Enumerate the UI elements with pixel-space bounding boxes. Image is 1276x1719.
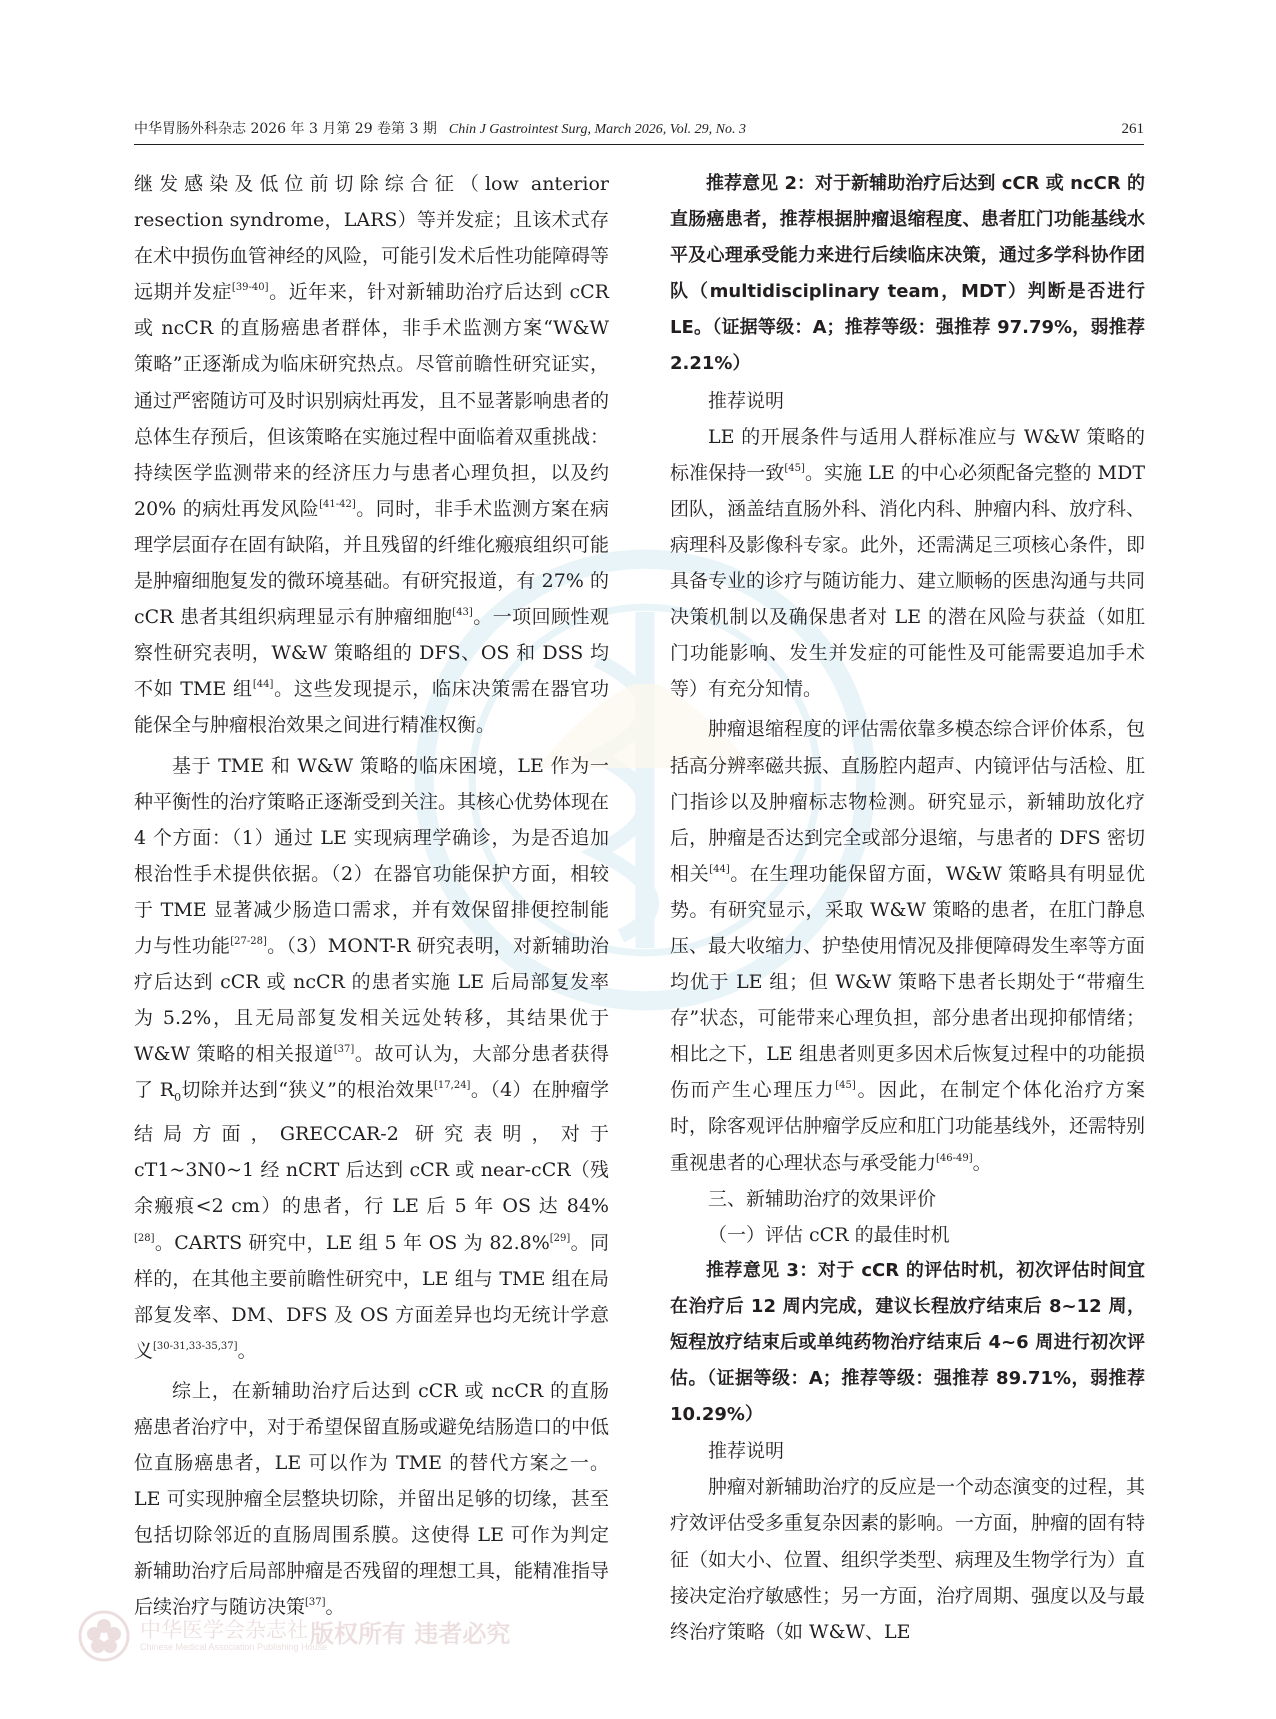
journal-name-en: Chin J Gastrointest Surg, March 2026, Vol. 29, No. 3: [448, 122, 746, 137]
journal-name-cn: 中华胃肠外科杂志 2026 年 3 月第 29 卷第 3 期: [134, 121, 437, 137]
citation-ref: [17,24]: [434, 1080, 471, 1092]
paragraph: 肿瘤退缩程度的评估需依靠多模态综合评价体系，包括高分辨率磁共振、直肠腔内超声、内镜评估与活检、肛门指诊以及肿瘤标志物检测。研究显示，新辅助放化疗后，肿瘤是否达到完全或部分退缩，与患者的 DFS 密切相关[44]。在生理功能保留方面，W&W 策略具有明显优势。有研究显示，采取 W&W 策略的患者，在肛门静息压、最大收缩力、护垫使用情况及排便障碍发生率等方面均优于 LE 组；但 W&W 策略下患者长期处于“带瘤生存”状态，可能带来心理负担，部分患者出现抑郁情绪；相比之下，LE 组患者则更多因术后恢复过程中的功能损伤而产生心理压力[45]。因此，在制定个体化治疗方案时，除客观评估肿瘤学反应和肛门功能基线外，还需特别重视患者的心理状态与承受能力[46-49]。: [670, 718, 1146, 1174]
recommendation-3: 推荐意见 3：对于 cCR 的评估时机，初次评估时间宜在治疗后 12 周内完成，建议长程放疗结束后 8~12 周，短程放疗结束后或单纯药物治疗结束后 4~6 周进行初次评估。（证据等级：A；推荐等级：强推荐 89.71%，弱推荐 10.29%）: [670, 1259, 1145, 1426]
paragraph: 基于 TME 和 W&W 策略的临床困境，LE 作为一种平衡性的治疗策略正逐渐受到关注。其核心优势体现在 4 个方面：（1）通过 LE 实现病理学确诊，为是否追加根治性手术提供依据。（2）在器官功能保护方面，相较于 TME 显著减少肠造口需求，并有效保留排便控制能力与性功能[27-28]。（3）MONT-R 研究表明，对新辅助治疗后达到 cCR 或 ncCR 的患者实施 LE 后局部复发率为 5.2%，且无局部复发相关远处转移，其结果优于 W&W 策略的相关报道[37]。故可认为，大部分患者获得了 $R_0$切除并达到“狭义”的根治效果[17,24]。（4）在肿瘤学结局方面，GRECCAR-2 研究表明，对于 cT1~3N0~1 经 nCRT 后达到 cCR 或 near-cCR（残余瘢痕<2 cm）的患者，行 LE 后 5 年 OS 达 84%[28]。CARTS 研究中，LE 组 5 年 OS 为 82.8%[29]。同样的，在其他主要前瞻性研究中，LE 组与 TME 组在局部复发率、DM、DFS 及 OS 方面差异也均无统计学意义[30-31,33-35,37]。: [134, 754, 610, 1362]
citation-ref: [27-28]: [230, 935, 267, 947]
citation-ref: [37]: [333, 1044, 355, 1056]
citation-ref: [28]: [134, 1232, 155, 1244]
section-heading: 三、新辅助治疗的效果评价: [708, 1187, 937, 1210]
paragraph: LE 的开展条件与适用人群标准应与 W&W 策略的标准保持一致[45]。实施 LE 的中心必须配备完整的 MDT 团队，涵盖结直肠外科、消化内科、肿瘤内科、放疗科、病理科及影像科专家。此外，还需满足三项核心条件，即具备专业的诊疗与随访能力、建立顺畅的医患沟通与共同决策机制以及确保患者对 LE 的潜在风险与获益（如肛门功能影响、发生并发症的可能性及可能需要追加手术等）有充分知情。: [670, 425, 1146, 701]
citation-ref: [44]: [709, 863, 730, 875]
right-column: [670, 166, 1145, 1650]
citation-ref: [43]: [452, 607, 473, 619]
journal-citation: [134, 118, 746, 138]
explanation-label: 推荐说明: [708, 1440, 785, 1463]
citation-ref: [46-49]: [936, 1152, 973, 1164]
citation-ref: [30-31,33-35,37]: [153, 1340, 238, 1352]
publisher-name-en: Chinese Medical Association Publishing House: [140, 1642, 328, 1652]
paragraph: 继发感染及低位前切除综合征（low anterior resection syndrome，LARS）等并发症；且该术式存在术中损伤血管神经的风险，可能引发术后性功能障碍等远期并发症[39-40]。近年来，针对新辅助治疗后达到 cCR 或 ncCR 的直肠癌患者群体，非手术监测方案“W&W 策略”正逐渐成为临床研究热点。尽管前瞻性研究证实，通过严密随访可及时识别病灶再发，且不显著影响患者的总体生存预后，但该策略在实施过程中面临着双重挑战：持续医学监测带来的经济压力与患者心理负担，以及约 20% 的病灶再发风险[41-42]。同时，非手术监测方案在病理学层面存在固有缺陷，并且残留的纤维化瘢痕组织可能是肿瘤细胞复发的微环境基础。有研究报道，有 27% 的 cCR 患者其组织病理显示有肿瘤细胞[43]。一项回顾性观察性研究表明，W&W 策略组的 DFS、OS 和 DSS 均不如 TME 组[44]。这些发现提示，临床决策需在器官功能保全与肿瘤根治效果之间进行精准权衡。: [134, 173, 610, 737]
citation-ref: [39-40]: [231, 282, 269, 294]
copyright-notice: 版权所有 违者必究: [310, 1620, 511, 1648]
paragraph: 综上，在新辅助治疗后达到 cCR 或 ncCR 的直肠癌患者治疗中，对于希望保留直肠或避免结肠造口的中低位直肠癌患者，LE 可以作为 TME 的替代方案之一。LE 可实现肿瘤全层整块切除，并留出足够的切缘，甚至包括切除邻近的直肠周围系膜。这使得 LE 可作为判定新辅助治疗后局部肿瘤是否残留的理想工具，能精准指导后续治疗与随访决策[37]。: [134, 1379, 610, 1619]
page-number: 261: [1121, 121, 1144, 137]
citation-ref: [41-42]: [319, 498, 356, 510]
citation-ref: [44]: [252, 679, 274, 691]
subscript: 0: [174, 1091, 182, 1105]
citation-ref: [37]: [305, 1597, 326, 1609]
recommendation-2: 推荐意见 2：对于新辅助治疗后达到 cCR 或 ncCR 的直肠癌患者，推荐根据肿瘤退缩程度、患者肛门功能基线水平及心理承受能力来进行后续临床决策，通过多学科协作团队（multidisciplinary team，MDT）判断是否进行 LE。（证据等级：A；推荐等级：强推荐 97.79%，弱推荐 2.21%）: [670, 173, 1145, 375]
citation-ref: [45]: [835, 1080, 856, 1092]
publisher-name-cn: 中华医学会杂志社: [140, 1618, 308, 1642]
citation-ref: [29]: [549, 1232, 571, 1244]
paragraph: 肿瘤对新辅助治疗的反应是一个动态演变的过程，其疗效评估受多重复杂因素的影响。一方面，肿瘤的固有特征（如大小、位置、组织学类型、病理及生物学行为）直接决定治疗敏感性；另一方面，治疗周期、强度以及与最终治疗策略（如 W&W、LE: [670, 1476, 1146, 1643]
citation-ref: [45]: [784, 462, 805, 474]
explanation-label: 推荐说明: [708, 389, 785, 412]
subsection-heading: （一）评估 cCR 的最佳时机: [708, 1223, 950, 1246]
flower-seal-icon: [78, 1610, 130, 1662]
running-header: [134, 114, 1144, 145]
publisher-logo: [78, 1610, 598, 1670]
left-column: [134, 166, 609, 1626]
